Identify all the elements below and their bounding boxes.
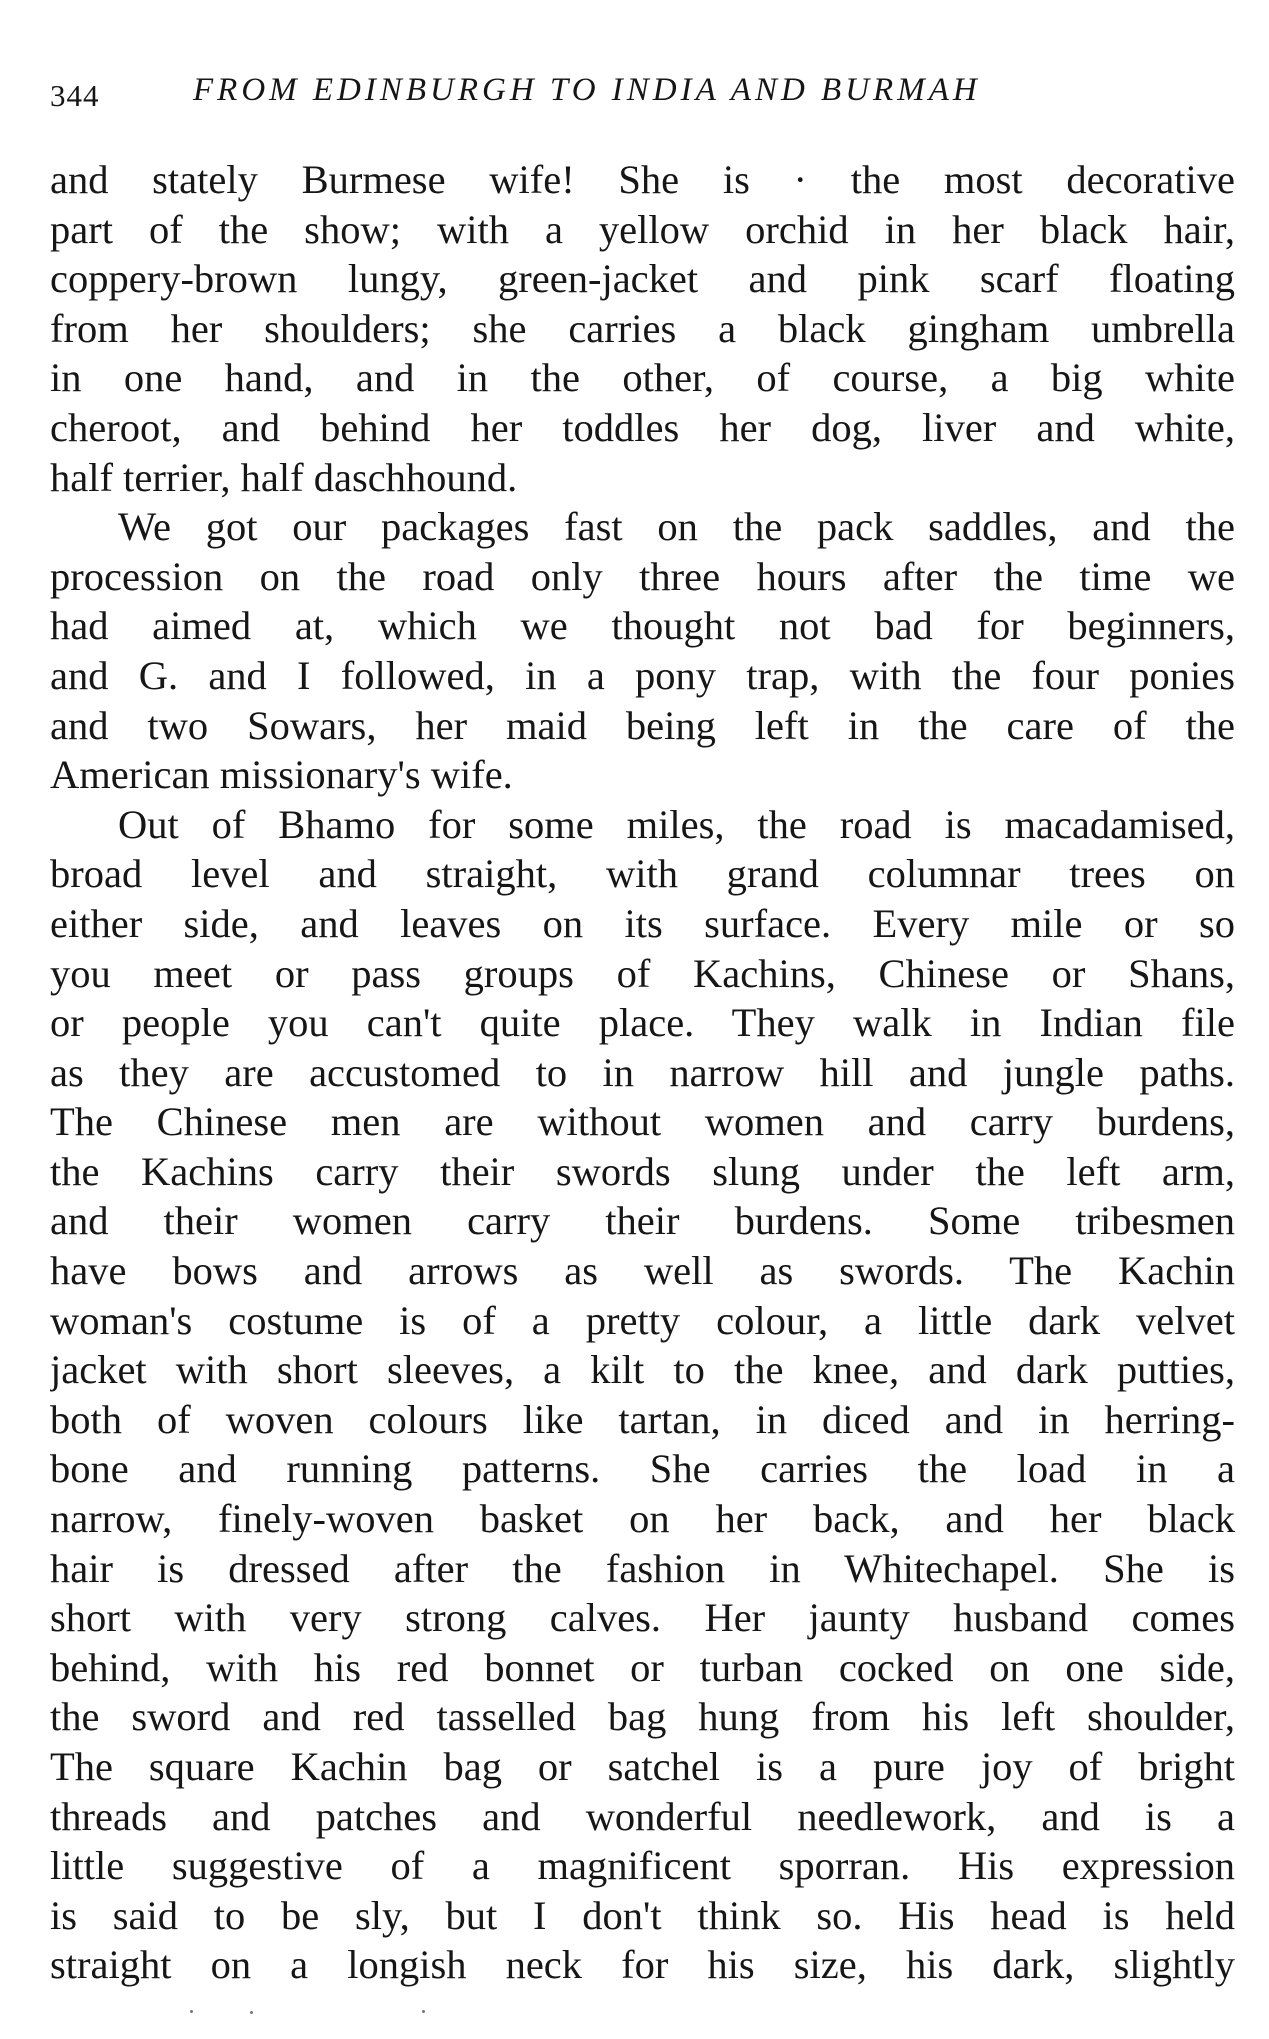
- text-line: behind, with his red bonnet or turban cocked on one side,: [50, 1644, 1235, 1690]
- text-line: is said to be sly, but I don't think so. His head is held: [50, 1892, 1235, 1938]
- text-line: jacket with short sleeves, a kilt to the knee, and dark putties,: [50, 1347, 1235, 1393]
- running-title: FROM EDINBURGH TO INDIA AND BURMAH: [193, 72, 981, 108]
- text-line: from her shoulders; she carries a black gingham umbrella: [50, 305, 1235, 351]
- text-line: as they are accustomed to in narrow hill and jungle paths.: [50, 1049, 1235, 1095]
- text-line: straight on a longish neck for his size, his dark, slightly: [50, 1942, 1235, 1988]
- text-line: little suggestive of a magnificent sporran. His expression: [50, 1843, 1235, 1889]
- text-line: either side, and leaves on its surface. Every mile or so: [50, 900, 1235, 946]
- text-line: coppery-brown lungy, green-jacket and pink scarf floating: [50, 256, 1235, 302]
- text-line: both of woven colours like tartan, in diced and in herring-: [50, 1396, 1235, 1442]
- text-line: or people you can't quite place. They walk in Indian file: [50, 1000, 1235, 1046]
- text-line: have bows and arrows as well as swords. The Kachin: [50, 1248, 1235, 1294]
- text-line: short with very strong calves. Her jaunty husband comes: [50, 1595, 1235, 1641]
- text-line: the Kachins carry their swords slung under the left arm,: [50, 1148, 1235, 1194]
- page-number: 344: [50, 78, 100, 113]
- text-line: American missionary's wife.: [50, 752, 513, 798]
- text-line: and stately Burmese wife! She is · the most decorative: [50, 157, 1235, 202]
- page-specks: [190, 2010, 450, 2014]
- text-line: The Chinese men are without women and carry burdens,: [50, 1099, 1235, 1145]
- text-line: and their women carry their burdens. Some tribesmen: [50, 1198, 1235, 1244]
- text-line: had aimed at, which we thought not bad for beginners,: [50, 603, 1235, 649]
- text-line: threads and patches and wonderful needlework, and is a: [50, 1793, 1235, 1839]
- text-line: bone and running patterns. She carries the load in a: [50, 1446, 1235, 1492]
- text-line: Out of Bhamo for some miles, the road is macadamised,: [118, 801, 1235, 847]
- text-line: hair is dressed after the fashion in Whitechapel. She is: [50, 1545, 1235, 1591]
- running-head: [50, 72, 1240, 122]
- text-line: part of the show; with a yellow orchid in her black hair,: [50, 206, 1235, 252]
- text-line: procession on the road only three hours after the time we: [50, 553, 1235, 599]
- body-text: [50, 155, 1235, 1990]
- text-line: broad level and straight, with grand columnar trees on: [50, 851, 1235, 897]
- text-line: The square Kachin bag or satchel is a pure joy of bright: [50, 1744, 1235, 1789]
- text-line: half terrier, half daschhound.: [50, 454, 518, 500]
- text-line: and G. and I followed, in a pony trap, with the four ponies: [50, 652, 1235, 698]
- text-line: the sword and red tasselled bag hung from his left shoulder,: [50, 1694, 1235, 1740]
- text-line: in one hand, and in the other, of course, a big white: [50, 355, 1235, 401]
- text-line: and two Sowars, her maid being left in the care of the: [50, 702, 1235, 748]
- text-line: woman's costume is of a pretty colour, a little dark velvet: [50, 1297, 1235, 1343]
- text-line: narrow, finely-woven basket on her back, and her black: [50, 1496, 1235, 1542]
- text-line: cheroot, and behind her toddles her dog, liver and white,: [50, 404, 1235, 450]
- text-line: you meet or pass groups of Kachins, Chinese or Shans,: [50, 950, 1235, 996]
- text-line: We got our packages fast on the pack saddles, and the: [118, 504, 1235, 550]
